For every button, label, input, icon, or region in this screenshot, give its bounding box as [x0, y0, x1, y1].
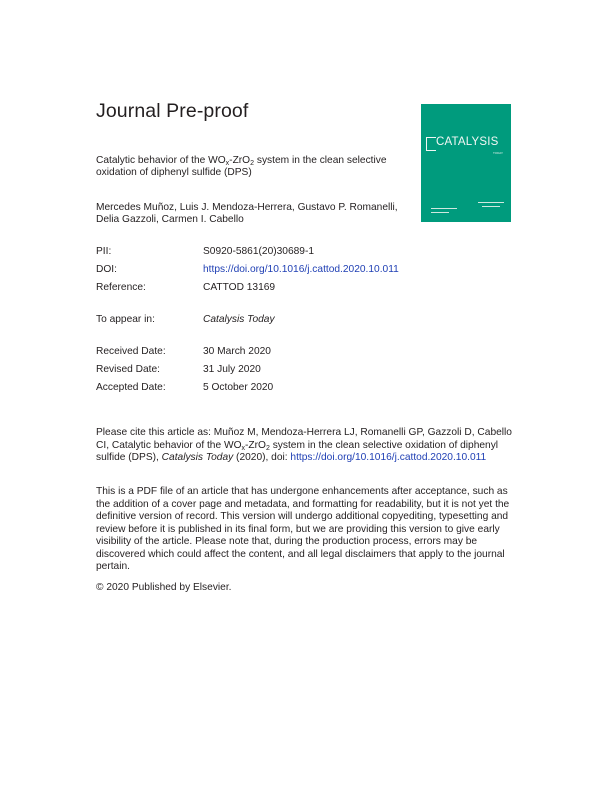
citation-paragraph	[96, 427, 519, 465]
pii-label: PII:	[96, 246, 112, 257]
reference-label: Reference:	[96, 282, 146, 293]
cover-decor-line	[431, 208, 457, 209]
elsevier-logo-icon	[478, 202, 504, 215]
title-part3: system in the clean selective oxidation of diphenyl sulfide (DPS)	[96, 155, 387, 179]
cover-logo-icon	[426, 137, 436, 151]
cite-sub1: x	[241, 444, 246, 452]
cite-doi-link[interactable]: https://doi.org/10.1016/j.cattod.2020.10.011	[290, 452, 487, 463]
cite-part1: Please cite this article as: Muñoz M, Mendoza-Herrera LJ, Romanelli GP, Gazzoli D, Cabello CI, Catalytic behavior of the WO	[96, 427, 512, 451]
cite-sub2: 2	[265, 444, 270, 452]
title-part2: -ZrO	[229, 155, 251, 166]
title-sub2: 2	[250, 160, 255, 167]
received-date-value: 30 March 2020	[203, 346, 271, 357]
cite-part3: system in the clean selective oxidation of diphenyl sulfide (DPS),	[96, 439, 499, 463]
authors: Mercedes Muñoz, Luis J. Mendoza-Herrera, Gustavo P. Romanelli, Delia Gazzoli, Carmen I. Cabello	[96, 202, 398, 226]
cite-part4: (2020), doi:	[233, 452, 291, 463]
journal-cover-image	[421, 104, 511, 222]
cover-journal-name: CATALYSIS	[436, 136, 499, 148]
accepted-date-value: 5 October 2020	[203, 382, 274, 393]
appear-in-label: To appear in:	[96, 314, 155, 325]
page-title: Journal Pre-proof	[96, 100, 249, 122]
article-title	[96, 155, 426, 180]
title-part1: Catalytic behavior of the WO	[96, 155, 226, 166]
cover-decor-line	[431, 212, 449, 213]
appear-in-value: Catalysis Today	[203, 314, 275, 325]
pii-value: S0920-5861(20)30689-1	[203, 246, 315, 257]
doi-label: DOI:	[96, 264, 117, 275]
notice-paragraph: This is a PDF file of an article that has undergone enhancements after acceptance, such as the addition of a cover page and metadata, and formatting for readability, but it is not yet the definitive version of record. This version will undergo additional copyediting, typesetting and review before it is published in its final form, but we are providing this version to give early visibility of the article. Please note that, during the production process, errors may be discovered which could affect the content, and all legal disclaimers that apply to the journal pertain.	[96, 486, 510, 572]
cover-subtitle: TODAY	[493, 151, 504, 155]
accepted-date-label: Accepted Date:	[96, 382, 166, 393]
received-date-label: Received Date:	[96, 346, 166, 357]
cite-part2: -ZrO	[245, 439, 266, 451]
cite-journal: Catalysis Today	[161, 452, 234, 463]
reference-value: CATTOD 13169	[203, 282, 276, 293]
doi-link[interactable]: https://doi.org/10.1016/j.cattod.2020.10.011	[203, 264, 399, 275]
revised-date-label: Revised Date:	[96, 364, 160, 375]
title-sub1: x	[225, 160, 230, 167]
revised-date-value: 31 July 2020	[203, 364, 261, 375]
copyright-notice: © 2020 Published by Elsevier.	[96, 582, 232, 593]
